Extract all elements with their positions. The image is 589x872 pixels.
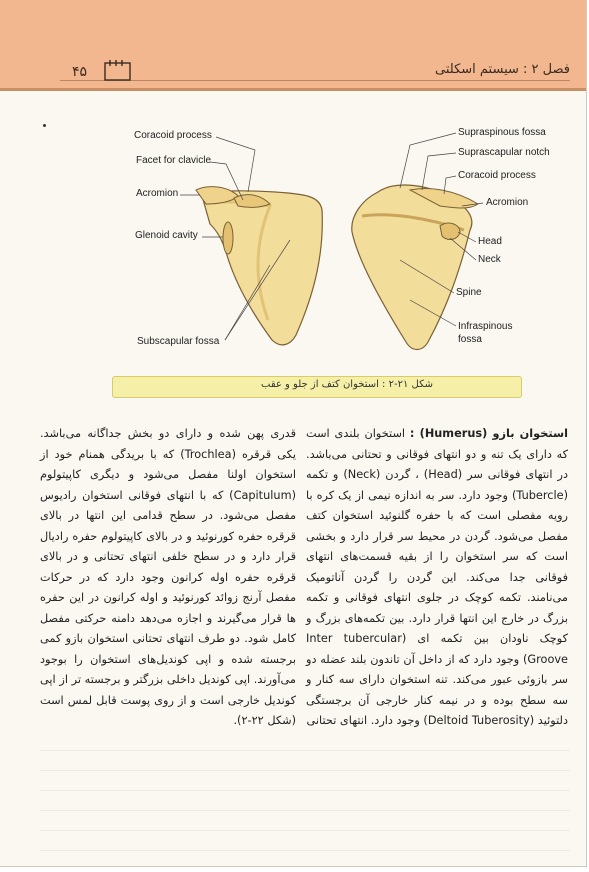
- humerus-paragraph: [306, 424, 568, 732]
- label-glenoid-cavity: Glenoid cavity: [135, 230, 198, 241]
- bleed-through-texture: [40, 750, 570, 860]
- chapter-title: فصل ۲ : سیستم اسکلتی: [435, 62, 570, 77]
- label-neck: Neck: [478, 254, 501, 265]
- label-coracoid-process-posterior: Coracoid process: [458, 170, 536, 181]
- label-supraspinous-fossa: Supraspinous fossa: [458, 127, 546, 138]
- lower-end-paragraph: قدری پهن شده و دارای دو بخش جداگانه می‌باشد. یکی قرقره (Trochlea) که با بریدگی همنام خود از استخوان اولنا مفصل می‌شود و دیگری کاپیتولوم (Capitulum) که با انتهای فوقانی استخوان رادیوس مفصل می‌شود. در سطح قدامی این انتها در بالای قرقره حفره کورنوئید و در بالای کاپیتولوم حفره رادیال قرار دارد و در سطح خلفی انتهای تحتانی و در بالای قرقره حفره اوله کرانون وجود دارد که در حرکات مفصل آرنج زوائد کورنوئید و اوله کرانون در این حفره ها قرار می‌گیرند و اجازه می‌دهد دامنه حرکتی مفصل کامل شود. دو طرف انتهای تحتانی استخوان بازو کمی برجسته شده و اپی کوندیل‌های استخوان را بوجود می‌آورند. اپی کوندیل داخلی بزرگتر و برجسته تر از اپی کوندیل خارجی است و از روی پوست قابل لمس است (شکل ۲۲-۲).: [40, 427, 297, 727]
- label-facet-for-clavicle: Facet for clavicle: [136, 155, 212, 166]
- header-rule: [60, 80, 570, 81]
- label-coracoid-process-anterior: Coracoid process: [134, 130, 212, 141]
- label-acromion-posterior: Acromion: [486, 197, 529, 208]
- label-head: Head: [478, 236, 502, 247]
- label-infraspinous-fossa: Infraspinous fossa: [458, 321, 513, 345]
- section-heading: استخوان بازو (Humerus) :: [409, 427, 568, 440]
- humerus-text: استخوان بلندی است که دارای یک تنه و دو انتهای فوقانی و تحتانی می‌باشد. در انتهای فوقانی سر (Head) ، گردن (Neck) و تکمه (Tubercle) وجود دارد. سر به اندازه نیمی از یک کره با رویه مفصلی است که با حفره گلنوئید استخوان کتف مفصل می‌شود. گردن در محیط سر قرار دارد و بخشی است که سر استخوان را از بقیه قسمت‌های انتهای فوقانی جدا می‌کند. این گردن را گردن آناتومیک می‌نامند. تکمه کوچک در جلوی انتهای فوقانی و تکمه بزرگ در خارج این انتها قرار دارد. بین تکمه‌های بزرگ و کوچک ناودان بین تکمه ای (Inter tubercular Groove) وجود دارد که از داخل آن تاندون بلند عضله دو سر بازوئی عبور می‌کند. تنه استخوان دارای سه کنار و سه سطح بوده و در نیمه کنار خارجی آن برجستگی دلتوئید (Deltoid Tuberosity) وجود دارد. انتهای تحتانی: [306, 427, 569, 727]
- page-number: ۴۵: [72, 64, 88, 80]
- page-header: [0, 0, 586, 91]
- notebook-icon: [102, 58, 134, 82]
- scapula-figure: [110, 120, 570, 370]
- label-suprascapular-notch: Suprascapular notch: [458, 147, 550, 158]
- figure-caption: شکل ۲۱-۲ : استخوان کتف از جلو و عقب: [261, 379, 433, 390]
- stray-mark: [43, 124, 46, 127]
- label-subscapular-fossa: Subscapular fossa: [137, 336, 220, 347]
- figure-caption-bar: [112, 376, 522, 398]
- label-spine: Spine: [456, 287, 482, 298]
- text-column-right: [306, 424, 568, 732]
- text-column-left: [40, 424, 296, 732]
- label-acromion-anterior: Acromion: [136, 188, 179, 199]
